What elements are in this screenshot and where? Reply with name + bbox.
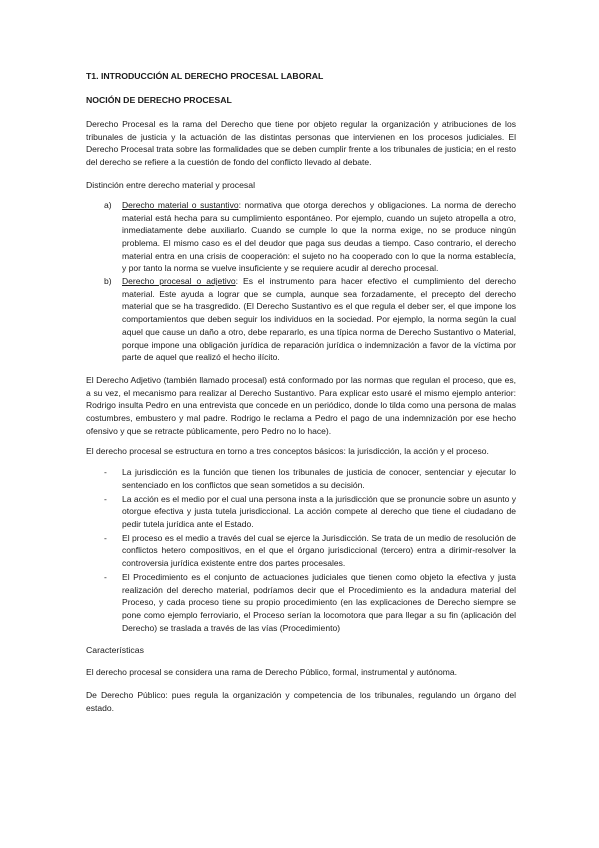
derecho-publico-paragraph: De Derecho Público: pues regula la organización y competencia de los tribunales, regulando un órgano del estado. bbox=[86, 690, 516, 713]
document-body bbox=[86, 70, 516, 714]
distinction-heading: Distinción entre derecho material y procesal bbox=[86, 179, 256, 190]
section-heading: NOCIÓN DE DERECHO PROCESAL bbox=[86, 95, 232, 105]
term-label: Derecho procesal o adjetivo bbox=[122, 276, 236, 287]
term-label: Derecho material o sustantivo bbox=[122, 199, 239, 210]
list-marker: - bbox=[104, 493, 107, 504]
list-item-text: La acción es el medio por el cual una persona insta a la jurisdicción que se pronuncie sobre un asunto y otorgue efectiva y justa tutela jurisdiccional. La acción compete al derecho que tiene el ciudadano de pedir tutela jurídica ante el Estado. bbox=[122, 493, 516, 529]
document-title: T1. INTRODUCCIÓN AL DERECHO PROCESAL LABORAL bbox=[86, 71, 324, 81]
estructura-paragraph: El derecho procesal se estructura en torno a tres conceptos básicos: la jurisdicción, la acción y el proceso. bbox=[86, 446, 489, 457]
caracteristicas-heading: Características bbox=[86, 645, 144, 656]
list-item bbox=[86, 466, 516, 491]
list-item bbox=[86, 275, 516, 364]
list-marker: - bbox=[104, 571, 107, 582]
list-item-text: La jurisdicción es la función que tienen los tribunales de justicia de conocer, sentenciar y ejecutar lo sentenciado en los conflictos que sean sometidos a su decisión. bbox=[122, 467, 516, 490]
list-item bbox=[86, 532, 516, 570]
list-item bbox=[86, 199, 516, 275]
list-item bbox=[86, 571, 516, 635]
concepts-list bbox=[86, 466, 516, 634]
list-marker: b) bbox=[104, 276, 112, 287]
list-item-text: El proceso es el medio a través del cual se ejerce la Jurisdicción. Se trata de un medio de resolución de conflictos hetero compositivos, en el que el órgano jurisdiccional (tercero) entra a dirimir-resolver la controversia jurídica existente entre dos partes procesales. bbox=[122, 532, 516, 569]
term-definition: : normativa que otorga derechos y obligaciones. La norma de derecho material está hecha para su cumplimiento espontáneo. Por ejemplo, cuando un sujeto atropella a otro, inmediatamente debe auxiliarlo. Cuando se cumple lo que la norma exige, no se produce ningún problema. El mismo caso es el del deudor que paga sus deudas a tiempo. Caso contrario, el derecho material entra en una crisis de cooperación: el sujeto no ha cooperado con lo que la norma establecía, y por tanto la norma se vuelve insuficiente y se requiere acudir al derecho procesal. bbox=[122, 199, 516, 274]
distinction-list bbox=[86, 199, 516, 364]
term-definition: : Es el instrumento para hacer efectivo el cumplimiento del derecho material. Este ayuda a lograr que se cumpla, aunque sea forzadamente, el precepto del derecho material que se ha trasgredido. (El Derecho Sustantivo es el que regula el deber ser, el que impone los comportamientos que deben seguir los individuos en la sociedad. Por ejemplo, la norma según la cual aquel que cause un daño a otro, debe repararlo, es una típica norma de Derecho Sustantivo o Material, porque impone una obligación jurídica de reparación jurídica o indemnización a favor de la víctima por parte de aquel que realizó el hecho ilícito. bbox=[122, 276, 517, 363]
adjetivo-paragraph: El Derecho Adjetivo (también llamado procesal) está conformado por las normas que regulan el proceso, que es, a su vez, el mecanismo para realizar al Derecho Sustantivo. Para explicar esto usaré el mismo ejemplo anterior: Rodrigo insulta Pedro en una entrevista que concede en un periódico, donde lo tilda como una persona de malas costumbres, embustero y mal padre. Rodrigo le reclama a Pedro el pago de una indemnización por ese hecho ofensivo y que se retracte públicamente, pero Pedro no lo hace). bbox=[86, 374, 516, 436]
list-marker: a) bbox=[104, 199, 112, 210]
intro-paragraph: Derecho Procesal es la rama del Derecho que tiene por objeto regular la organización y atribuciones de los tribunales de justicia y la actuación de las distintas personas que intervienen en los procesos judiciales. El Derecho Procesal trata sobre las formalidades que se deben cumplir frente a los tribunales de justicia; en el resto del derecho se refiere a la cuestión de fondo del conflicto llevado al debate. bbox=[86, 119, 516, 168]
list-item-text: El Procedimiento es el conjunto de actuaciones judiciales que tienen como objeto la efectiva y justa realización del derecho material, podríamos decir que el Procedimiento es la andadura material del Proceso, y cada proceso tiene su propio procedimiento (en las explicaciones de Derecho siempre se pone como ejemplo ferroviario, el Proceso serían la locomotora que para llegar a su fin (aplicación del Derecho) se traslada a través de las vías (Procedimiento) bbox=[122, 571, 516, 633]
list-marker: - bbox=[104, 532, 107, 543]
list-item bbox=[86, 493, 516, 531]
caracteristicas-paragraph: El derecho procesal se considera una rama de Derecho Público, formal, instrumental y autónoma. bbox=[86, 667, 458, 678]
list-marker: - bbox=[104, 467, 107, 478]
